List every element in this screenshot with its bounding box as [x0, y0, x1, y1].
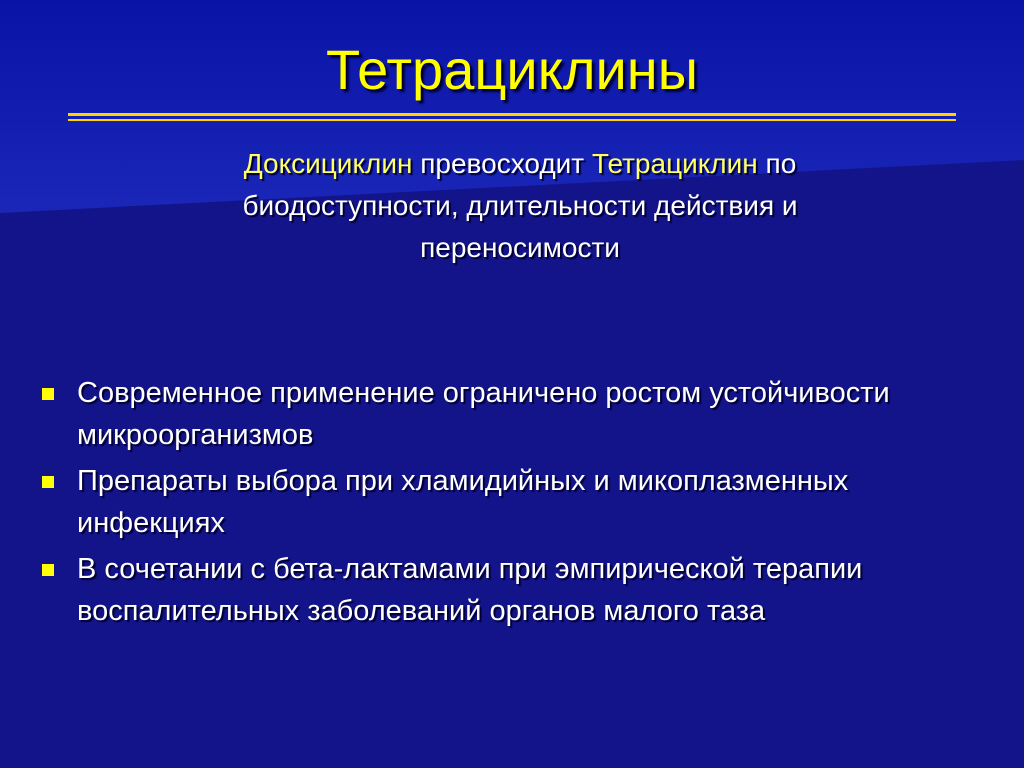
- bullet-text: В сочетании с бета-лактамами при эмпирической терапии воспалительных заболеваний органов малого таза: [77, 553, 863, 627]
- subtitle-rest: по биодоступности, длительности действия и переносимости: [242, 148, 798, 263]
- subtitle-drug-doxycycline: Доксициклин: [243, 148, 413, 179]
- bullet-square-icon: [42, 476, 54, 488]
- bullet-text: Препараты выбора при хламидийных и микоплазменных инфекциях: [77, 465, 849, 539]
- bullet-square-icon: [42, 388, 54, 400]
- bullet-text: Современное применение ограничено ростом устойчивости микроорганизмов: [77, 377, 890, 451]
- bullet-item: [40, 372, 1000, 456]
- subtitle: [150, 143, 890, 269]
- subtitle-verb: превосходит: [412, 148, 592, 179]
- bullet-list: [40, 372, 1000, 636]
- bullet-item: [40, 548, 1000, 632]
- title-rule-bottom: [68, 119, 956, 121]
- subtitle-drug-tetracycline: Тетрациклин: [591, 148, 758, 179]
- bullet-item: [40, 460, 1000, 544]
- bullet-square-icon: [42, 564, 54, 576]
- slide-title: Тетрациклины: [326, 38, 698, 101]
- title-rule-top: [68, 113, 956, 116]
